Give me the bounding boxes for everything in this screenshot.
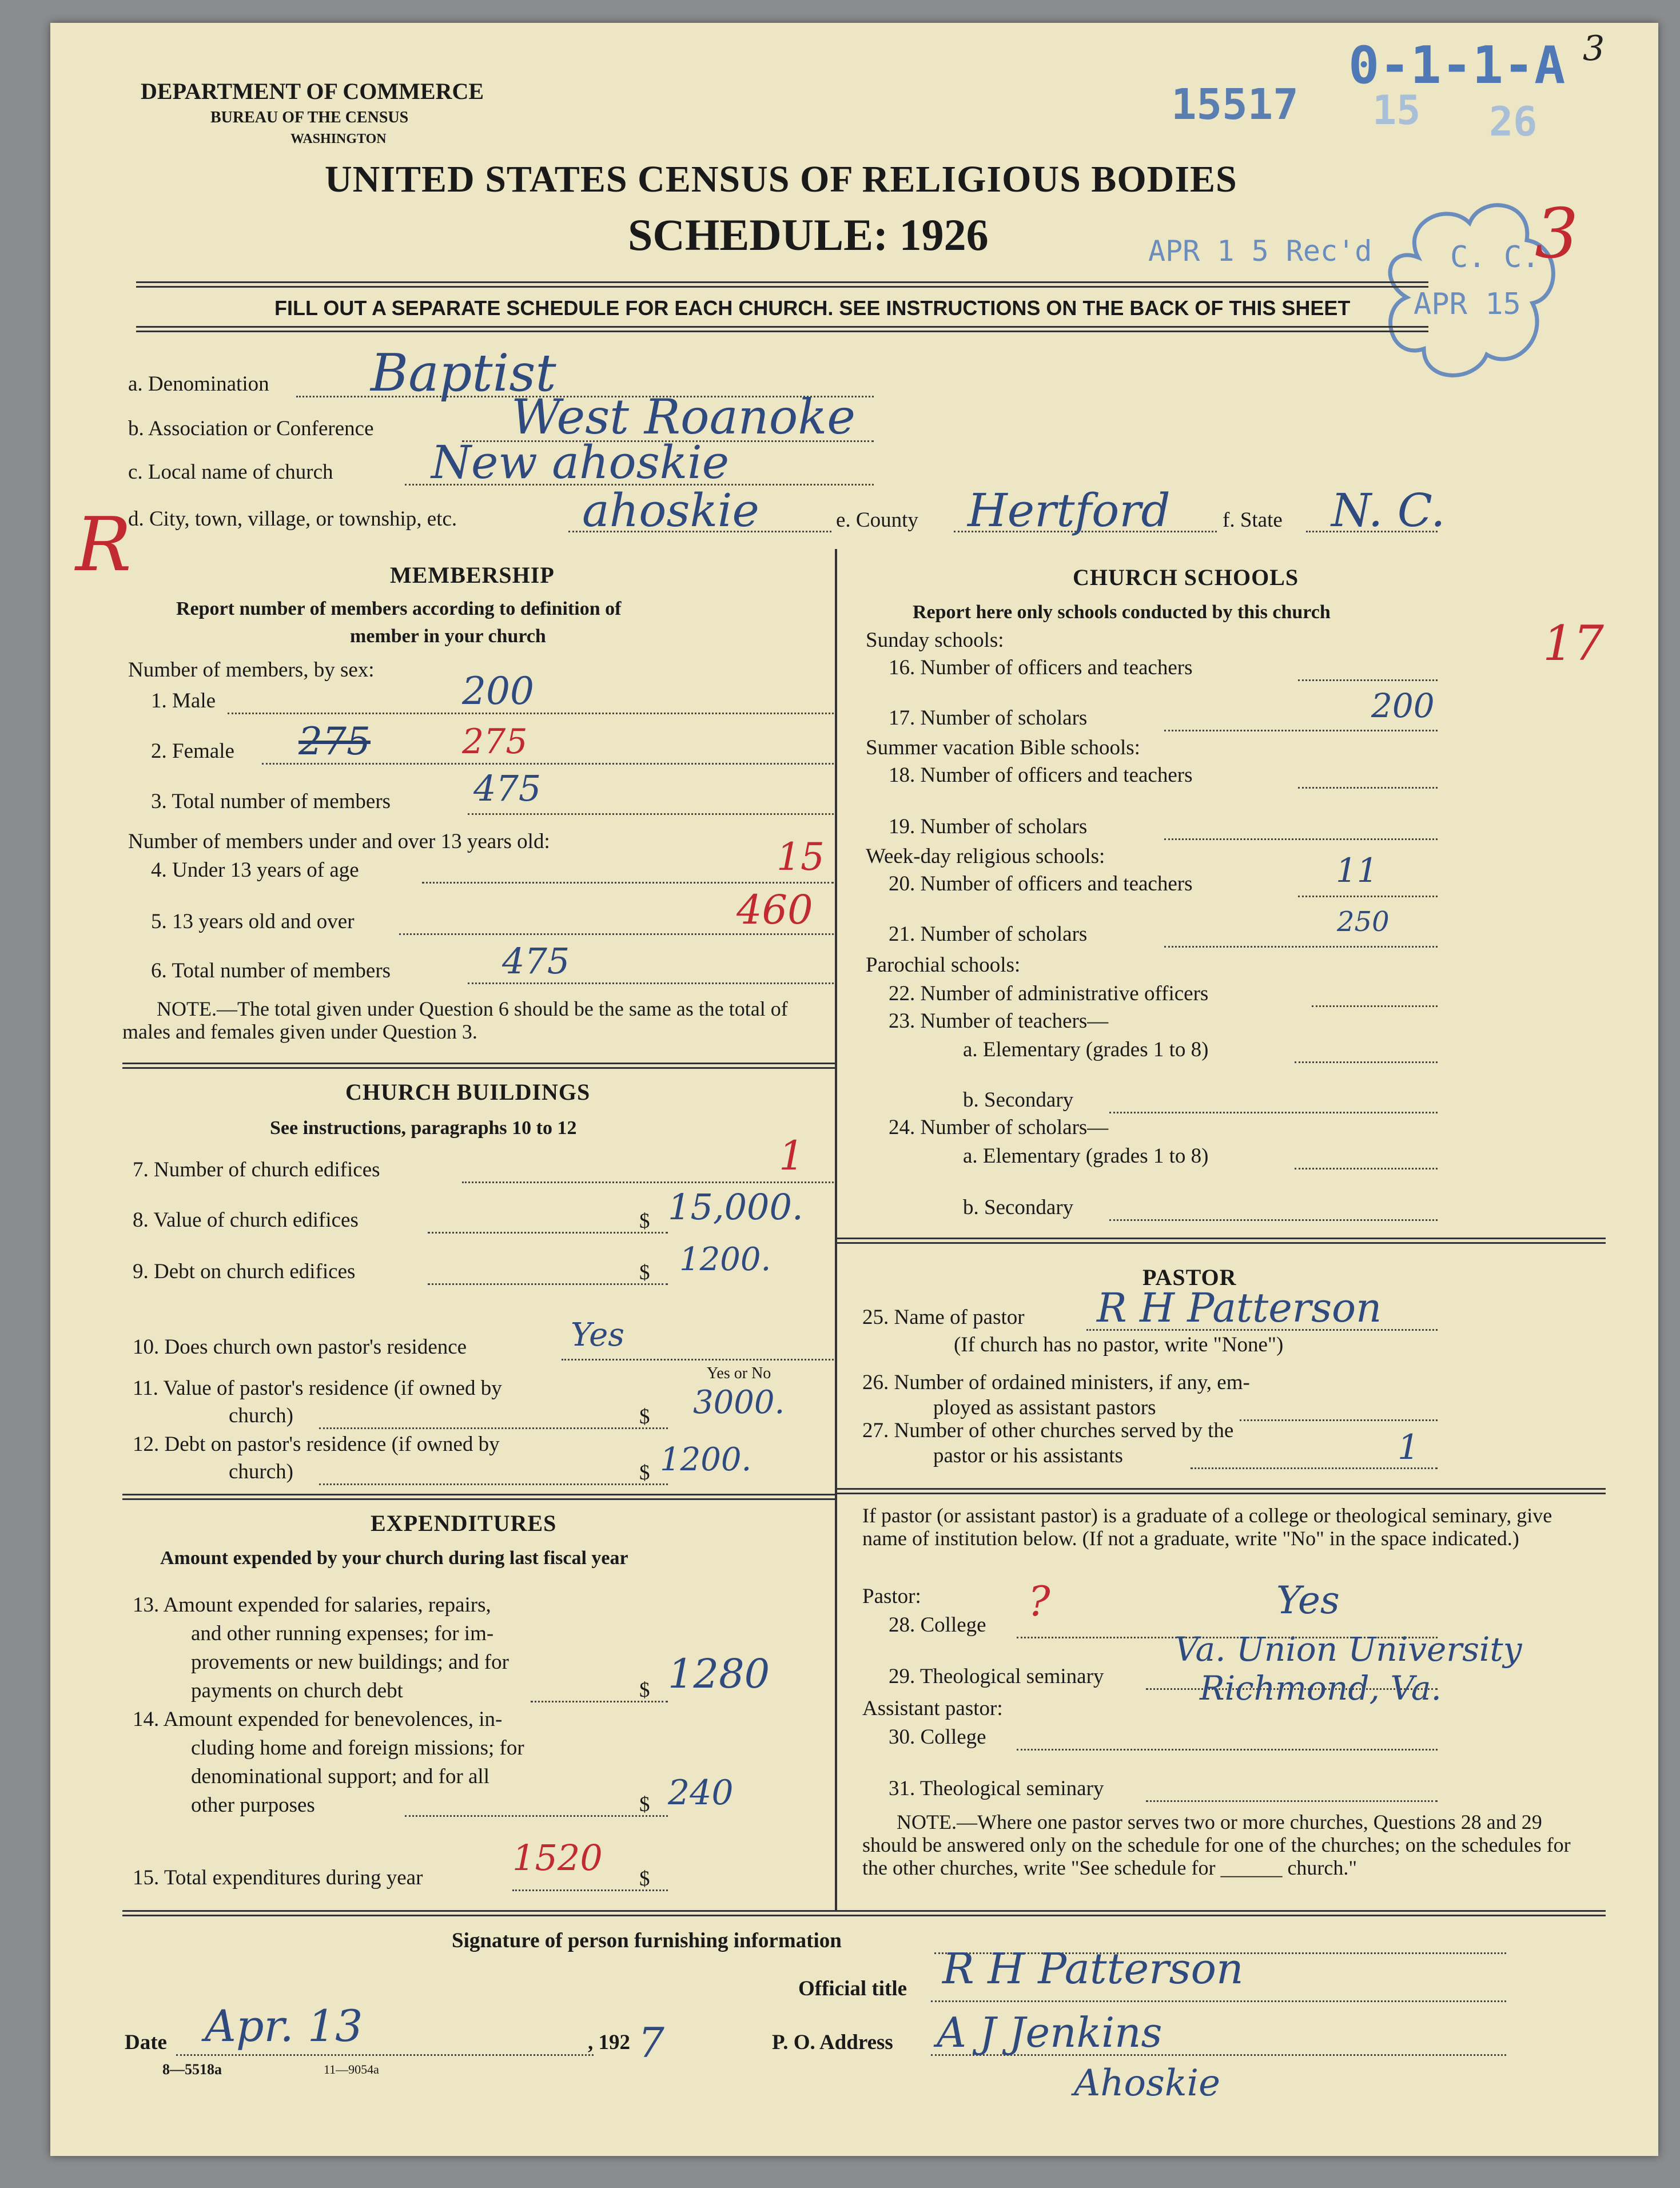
q14-value: 240 xyxy=(668,1773,734,1813)
q2-label: 2. Female xyxy=(151,739,234,763)
q12-label-2: church) xyxy=(229,1460,293,1483)
q15-value: 1520 xyxy=(512,1837,603,1879)
q3-value: 475 xyxy=(473,767,542,809)
cc-red-mark: 3 xyxy=(1535,194,1579,274)
q28-label: 28. College xyxy=(889,1613,986,1637)
q23a-label: a. Elementary (grades 1 to 8) xyxy=(963,1038,1209,1061)
department-heading: DEPARTMENT OF COMMERCE xyxy=(141,78,484,104)
q2-value-struck: 275 xyxy=(298,719,371,763)
fill-out-instruction: FILL OUT A SEPARATE SCHEDULE FOR EACH CHURCH. SEE INSTRUCTIONS ON THE BACK OF THIS SHEET xyxy=(274,296,1351,320)
q10-label: 10. Does church own pastor's residence xyxy=(133,1335,467,1359)
q14-dollar: $ xyxy=(639,1793,650,1816)
stamp-26: 26 xyxy=(1489,98,1538,145)
q13-line-1: 13. Amount expended for salaries, repairs, xyxy=(133,1593,491,1617)
q20-label: 20. Number of officers and teachers xyxy=(889,872,1193,896)
date-value: Apr. 13 xyxy=(205,2000,363,2051)
q8-value: 15,000. xyxy=(668,1186,803,1228)
official-title-label: Official title xyxy=(798,1977,907,2000)
q26-label-1: 26. Number of ordained ministers, if any, em- xyxy=(862,1371,1250,1394)
buildings-heading: CHURCH BUILDINGS xyxy=(345,1079,591,1105)
q13-line-3: provements or new buildings; and for xyxy=(191,1650,509,1674)
q19-label: 19. Number of scholars xyxy=(889,815,1088,838)
q13-line-2: and other running expenses; for im- xyxy=(191,1622,494,1645)
official-title-value: R H Patterson xyxy=(942,1944,1244,1994)
cc-stamp-text: C. C. xyxy=(1450,240,1540,275)
q14-line-2: cluding home and foreign missions; for xyxy=(191,1736,524,1760)
po-address-label: P. O. Address xyxy=(772,2031,893,2054)
year-value: 7 xyxy=(638,2019,664,2067)
q24-label: 24. Number of scholars— xyxy=(889,1116,1109,1139)
year-prefix: , 192 xyxy=(588,2031,630,2054)
schedule-number-stamp: 15517 xyxy=(1171,80,1299,129)
q12-value: 1200. xyxy=(660,1441,752,1478)
city-label: d. City, town, village, or township, etc. xyxy=(128,507,457,531)
q1-value: 200 xyxy=(462,669,534,713)
cc-stamp-date: APR 15 xyxy=(1414,287,1521,321)
local-name-value: New ahoskie xyxy=(431,436,730,489)
expenditures-instr: Amount expended by your church during last fiscal year xyxy=(160,1547,628,1569)
membership-instr-1: Report number of members according to definition of xyxy=(176,598,622,619)
pastor-subheading: Pastor: xyxy=(862,1585,921,1608)
q11-value: 3000. xyxy=(693,1384,785,1421)
file-code-superscript: 3 xyxy=(1583,29,1605,69)
q11-label-1: 11. Value of pastor's residence (if owned by xyxy=(133,1377,502,1400)
q14-line-4: other purposes xyxy=(191,1793,315,1817)
q25-note: (If church has no pastor, write "None") xyxy=(954,1333,1284,1356)
denomination-label: a. Denomination xyxy=(128,372,269,396)
q14-line-3: denominational support; and for all xyxy=(191,1765,489,1788)
census-schedule-sheet xyxy=(50,23,1658,2156)
q15-label: 15. Total expenditures during year xyxy=(133,1866,423,1889)
pastor-heading: PASTOR xyxy=(1142,1264,1237,1290)
q15-dollar: $ xyxy=(639,1867,650,1891)
weekday-schools-label: Week-day religious schools: xyxy=(866,845,1105,868)
association-value: West Roanoke xyxy=(511,389,855,445)
q9-label: 9. Debt on church edifices xyxy=(133,1260,356,1283)
county-value: Hertford xyxy=(968,484,1171,537)
pastor-note: NOTE.—Where one pastor serves two or more churches, Questions 28 and 29 should be answered only on the schedule for one of the churches; on the schedules for the other churches, write "See schedule for ______ church." xyxy=(862,1811,1571,1879)
q17-value: 200 xyxy=(1371,686,1435,725)
membership-note: NOTE.—The total given under Question 6 should be the same as the total of males and females given under Question 3. xyxy=(122,997,788,1043)
church-schools-instr: Report here only schools conducted by this church xyxy=(913,602,1331,623)
q5-value: 460 xyxy=(737,886,813,933)
q14-label xyxy=(133,1705,524,1820)
age-heading: Number of members under and over 13 years old: xyxy=(128,830,550,853)
parochial-schools-label: Parochial schools: xyxy=(866,953,1021,977)
association-label: b. Association or Conference xyxy=(128,417,374,440)
q25-value: R H Patterson xyxy=(1097,1284,1382,1331)
q28-value: Yes xyxy=(1276,1578,1340,1622)
q31-label: 31. Theological seminary xyxy=(889,1777,1104,1800)
q12-label-1: 12. Debt on pastor's residence (if owned by xyxy=(133,1433,500,1456)
church-schools-heading: CHURCH SCHOOLS xyxy=(1073,564,1299,590)
state-label: f. State xyxy=(1223,508,1283,532)
q4-value: 15 xyxy=(777,835,825,879)
q6-value: 475 xyxy=(502,940,570,982)
q13-value: 1280 xyxy=(668,1650,770,1697)
q22-label: 22. Number of administrative officers xyxy=(889,982,1209,1005)
q7-value: 1 xyxy=(779,1132,805,1179)
vacation-schools-label: Summer vacation Bible schools: xyxy=(866,736,1140,759)
signature-label: Signature of person furnishing information xyxy=(452,1929,842,1952)
state-value: N. C. xyxy=(1331,484,1446,537)
q14-line-1: 14. Amount expended for benevolences, in- xyxy=(133,1708,503,1731)
q23-label: 23. Number of teachers— xyxy=(889,1009,1109,1033)
q30-label: 30. College xyxy=(889,1725,986,1749)
q12-dollar: $ xyxy=(639,1461,650,1485)
po-address-value: A J Jenkins xyxy=(937,2008,1163,2056)
stamp-15: 15 xyxy=(1372,87,1421,134)
q1-label: 1. Male xyxy=(151,689,216,713)
membership-instr-2: member in your church xyxy=(350,626,546,647)
form-number: 8—5518a xyxy=(162,2061,222,2078)
members-by-sex-label: Number of members, by sex: xyxy=(128,658,375,682)
q20-value: 11 xyxy=(1336,851,1378,890)
q16-value: 17 xyxy=(1543,615,1604,671)
buildings-instr: See instructions, paragraphs 10 to 12 xyxy=(270,1117,577,1139)
q9-value: 1200. xyxy=(679,1241,771,1278)
sunday-schools-label: Sunday schools: xyxy=(866,628,1004,652)
q16-label: 16. Number of officers and teachers xyxy=(889,656,1193,679)
q9-dollar: $ xyxy=(639,1261,650,1284)
q25-label: 25. Name of pastor xyxy=(862,1306,1025,1329)
q6-label: 6. Total number of members xyxy=(151,959,391,982)
file-code-stamp: 0-1-1-A xyxy=(1348,35,1566,96)
expenditures-heading: EXPENDITURES xyxy=(371,1510,557,1536)
denomination-value: Baptist xyxy=(371,343,556,403)
q2-value-correction: 275 xyxy=(462,722,528,762)
q13-label xyxy=(133,1591,509,1705)
q26-label-2: ployed as assistant pastors xyxy=(933,1396,1156,1419)
q27-value: 1 xyxy=(1398,1427,1420,1467)
q23b-label: b. Secondary xyxy=(963,1088,1074,1112)
q13-dollar: $ xyxy=(639,1678,650,1702)
q8-dollar: $ xyxy=(639,1210,650,1233)
print-number: 11—9054a xyxy=(324,2062,379,2076)
form-subtitle: SCHEDULE: 1926 xyxy=(628,210,989,260)
margin-r-mark: R xyxy=(75,501,132,588)
q29-value: Va. Union University xyxy=(1175,1630,1522,1669)
graduate-note: If pastor (or assistant pastor) is a graduate of a college or theological seminary, give name of institution below. (If not a graduate, write "No" in the space indicated.) xyxy=(862,1504,1552,1550)
date-label: Date xyxy=(125,2031,167,2054)
q10-value: Yes xyxy=(571,1316,624,1354)
q18-label: 18. Number of officers and teachers xyxy=(889,763,1193,787)
q8-label: 8. Value of church edifices xyxy=(133,1208,359,1232)
q24b-label: b. Secondary xyxy=(963,1196,1074,1219)
q27-label-1: 27. Number of other churches served by the xyxy=(862,1419,1234,1442)
q4-label: 4. Under 13 years of age xyxy=(151,858,359,882)
q13-line-4: payments on church debt xyxy=(191,1679,403,1702)
q29-value-2: Richmond, Va. xyxy=(1200,1669,1442,1708)
q7-label: 7. Number of church edifices xyxy=(133,1158,380,1181)
q28-mark: ? xyxy=(1028,1577,1050,1625)
city-value: ahoskie xyxy=(582,484,759,537)
county-label: e. County xyxy=(836,508,918,532)
q17-label: 17. Number of scholars xyxy=(889,706,1088,730)
q11-dollar: $ xyxy=(639,1405,650,1429)
received-date-stamp: APR 1 5 Rec'd xyxy=(1148,234,1372,268)
bureau-heading: BUREAU OF THE CENSUS xyxy=(210,109,409,126)
q24a-label: a. Elementary (grades 1 to 8) xyxy=(963,1144,1209,1168)
assistant-subheading: Assistant pastor: xyxy=(862,1697,1003,1720)
q3-label: 3. Total number of members xyxy=(151,790,391,813)
po-address-value-2: Ahoskie xyxy=(1074,2062,1220,2105)
q11-label-2: church) xyxy=(229,1404,293,1427)
q27-label-2: pastor or his assistants xyxy=(933,1444,1123,1467)
city-heading: WASHINGTON xyxy=(290,132,387,146)
q29-label: 29. Theological seminary xyxy=(889,1665,1104,1688)
q5-label: 5. 13 years old and over xyxy=(151,910,355,933)
form-title: UNITED STATES CENSUS OF RELIGIOUS BODIES xyxy=(325,158,1237,200)
membership-heading: MEMBERSHIP xyxy=(390,562,555,588)
yes-no-hint: Yes or No xyxy=(707,1364,771,1382)
q21-value: 250 xyxy=(1337,906,1390,938)
local-name-label: c. Local name of church xyxy=(128,460,333,484)
q21-label: 21. Number of scholars xyxy=(889,922,1088,946)
